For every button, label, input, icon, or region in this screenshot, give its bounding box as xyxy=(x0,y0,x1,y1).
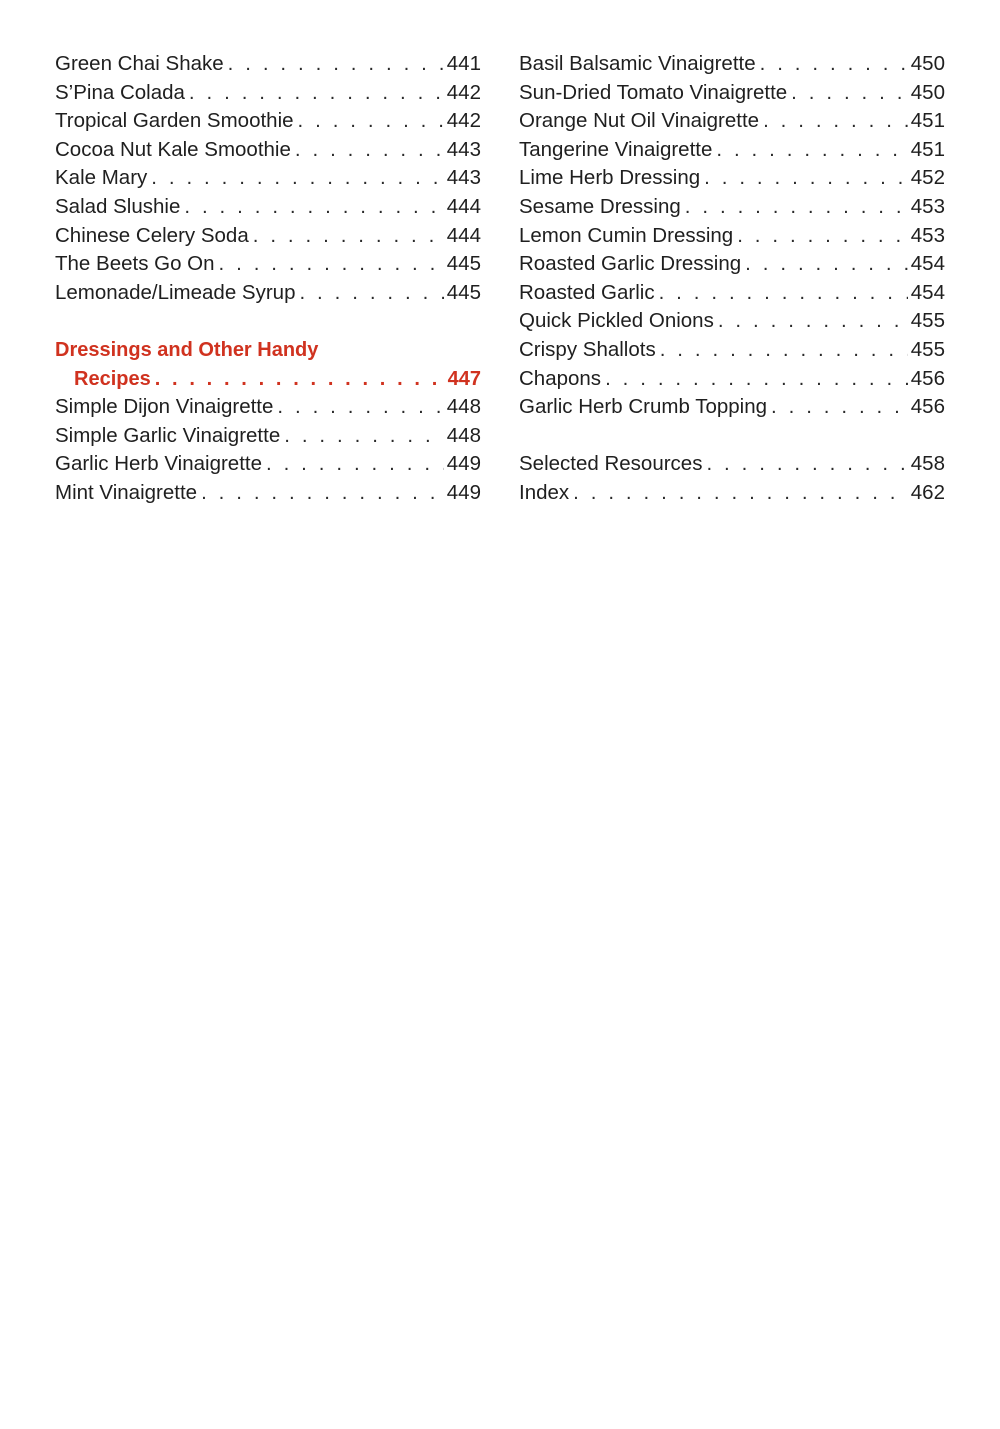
toc-entry-page: 454 xyxy=(910,280,945,304)
toc-entry[interactable] xyxy=(55,222,481,251)
spacer xyxy=(55,307,481,336)
table-of-contents xyxy=(55,50,945,508)
toc-right-column xyxy=(519,50,945,508)
toc-entry-title: Index xyxy=(519,480,570,504)
toc-entry-page: 453 xyxy=(910,194,945,218)
dot-leader xyxy=(295,136,444,165)
dot-leader xyxy=(791,79,908,108)
spacer xyxy=(519,422,945,451)
dot-leader xyxy=(155,365,445,394)
toc-entry-title: Chinese Celery Soda xyxy=(55,223,249,247)
section-page: 447 xyxy=(447,367,481,390)
toc-entry-page: 445 xyxy=(446,280,481,304)
section-title-line1: Dressings and Other Handy xyxy=(55,338,319,361)
toc-entry[interactable] xyxy=(519,365,945,394)
toc-entry-title: Mint Vinaigrette xyxy=(55,480,198,504)
toc-entry-page: 451 xyxy=(910,137,945,161)
toc-entry-title: Simple Dijon Vinaigrette xyxy=(55,395,274,419)
toc-entry-page: 456 xyxy=(910,395,945,419)
dot-leader xyxy=(659,279,908,308)
toc-entry-title: S’Pina Colada xyxy=(55,80,185,104)
toc-entry[interactable] xyxy=(519,250,945,279)
toc-entry[interactable] xyxy=(519,479,945,508)
toc-entry-page: 451 xyxy=(910,109,945,133)
toc-entry-page: 442 xyxy=(446,109,481,133)
toc-entry-page: 452 xyxy=(910,166,945,190)
toc-entry[interactable] xyxy=(519,136,945,165)
toc-entry-title: Salad Slushie xyxy=(55,194,181,218)
section-title-line2: Recipes xyxy=(74,367,151,390)
toc-entry-title: Sun-Dried Tomato Vinaigrette xyxy=(519,80,788,104)
dot-leader xyxy=(763,107,908,136)
toc-entry-page: 455 xyxy=(910,309,945,333)
toc-section-heading[interactable] xyxy=(55,336,481,393)
toc-entry[interactable] xyxy=(519,50,945,79)
toc-entry[interactable] xyxy=(55,479,481,508)
toc-entry[interactable] xyxy=(519,193,945,222)
toc-entry-title: Garlic Herb Crumb Topping xyxy=(519,395,768,419)
toc-entry-title: Kale Mary xyxy=(55,166,148,190)
toc-entry-title: Garlic Herb Vinaigrette xyxy=(55,452,262,476)
toc-entry-title: Quick Pickled Onions xyxy=(519,309,714,333)
dot-leader xyxy=(760,50,908,79)
dot-leader xyxy=(573,479,908,508)
toc-entry-page: 449 xyxy=(446,480,481,504)
toc-entry-title: Crispy Shallots xyxy=(519,337,656,361)
dot-leader xyxy=(299,279,443,308)
toc-entry[interactable] xyxy=(55,164,481,193)
dot-leader xyxy=(685,193,908,222)
dot-leader xyxy=(704,164,908,193)
toc-entry-page: 444 xyxy=(446,223,481,247)
dot-leader xyxy=(201,479,444,508)
toc-entry-page: 458 xyxy=(910,452,945,476)
toc-entry-title: Orange Nut Oil Vinaigrette xyxy=(519,109,760,133)
dot-leader xyxy=(277,393,443,422)
toc-entry-title: Basil Balsamic Vinaigrette xyxy=(519,52,756,75)
toc-entry-page: 449 xyxy=(446,452,481,476)
toc-entry-page: 448 xyxy=(446,423,481,447)
toc-entry-page: 442 xyxy=(446,80,481,104)
dot-leader xyxy=(771,393,908,422)
toc-entry-title: The Beets Go On xyxy=(55,252,215,276)
toc-entry-title: Tangerine Vinaigrette xyxy=(519,137,713,161)
toc-entry[interactable] xyxy=(55,193,481,222)
dot-leader xyxy=(737,222,908,251)
toc-entry[interactable] xyxy=(519,79,945,108)
toc-entry-title: Lemon Cumin Dressing xyxy=(519,223,734,247)
dot-leader xyxy=(605,365,908,394)
toc-entry-page: 450 xyxy=(910,80,945,104)
dot-leader xyxy=(253,222,444,251)
toc-entry-title: Selected Resources xyxy=(519,452,703,476)
toc-entry[interactable] xyxy=(55,50,481,79)
dot-leader xyxy=(745,250,908,279)
toc-entry[interactable] xyxy=(55,250,481,279)
toc-entry-page: 456 xyxy=(910,366,945,390)
toc-entry[interactable] xyxy=(55,279,481,308)
toc-entry[interactable] xyxy=(519,222,945,251)
dot-leader xyxy=(266,450,444,479)
dot-leader xyxy=(706,450,907,479)
toc-entry-title: Sesame Dressing xyxy=(519,194,681,218)
toc-entry-page: 444 xyxy=(446,194,481,218)
toc-entry[interactable] xyxy=(519,450,945,479)
section-title-line2-row xyxy=(55,365,481,394)
toc-entry-page: 443 xyxy=(446,137,481,161)
dot-leader xyxy=(219,250,444,279)
toc-entry[interactable] xyxy=(519,307,945,336)
toc-entry-page: 454 xyxy=(910,252,945,276)
toc-entry[interactable] xyxy=(55,393,481,422)
toc-entry-page: 445 xyxy=(446,252,481,276)
toc-entry-title: Roasted Garlic Dressing xyxy=(519,252,742,276)
dot-leader xyxy=(189,79,444,108)
toc-entry-title: Green Chai Shake xyxy=(55,52,224,75)
toc-entry-page: 455 xyxy=(910,337,945,361)
toc-entry-page: 443 xyxy=(446,166,481,190)
toc-entry[interactable] xyxy=(55,79,481,108)
toc-entry-title: Roasted Garlic xyxy=(519,280,655,304)
toc-entry[interactable] xyxy=(519,164,945,193)
dot-leader xyxy=(716,136,907,165)
toc-entry-title: Tropical Garden Smoothie xyxy=(55,109,294,133)
dot-leader xyxy=(151,164,444,193)
dot-leader xyxy=(284,422,444,451)
toc-entry-page: 462 xyxy=(910,480,945,504)
toc-entry-page: 441 xyxy=(446,52,481,75)
toc-left-column xyxy=(55,50,481,508)
toc-entry-title: Simple Garlic Vinaigrette xyxy=(55,423,281,447)
toc-entry-title: Lime Herb Dressing xyxy=(519,166,701,190)
toc-entry[interactable] xyxy=(519,336,945,365)
toc-entry[interactable] xyxy=(55,107,481,136)
dot-leader xyxy=(228,50,444,79)
toc-entry-page: 453 xyxy=(910,223,945,247)
dot-leader xyxy=(718,307,908,336)
dot-leader xyxy=(660,336,908,365)
toc-entry[interactable] xyxy=(519,279,945,308)
toc-entry[interactable] xyxy=(519,107,945,136)
toc-entry[interactable] xyxy=(55,450,481,479)
toc-entry[interactable] xyxy=(55,422,481,451)
toc-entry-title: Cocoa Nut Kale Smoothie xyxy=(55,137,291,161)
dot-leader xyxy=(298,107,444,136)
dot-leader xyxy=(184,193,443,222)
toc-entry[interactable] xyxy=(55,136,481,165)
toc-entry[interactable] xyxy=(519,393,945,422)
toc-entry-title: Lemonade/Limeade Syrup xyxy=(55,280,296,304)
toc-entry-page: 448 xyxy=(446,395,481,419)
toc-entry-page: 450 xyxy=(910,52,945,75)
toc-entry-title: Chapons xyxy=(519,366,602,390)
